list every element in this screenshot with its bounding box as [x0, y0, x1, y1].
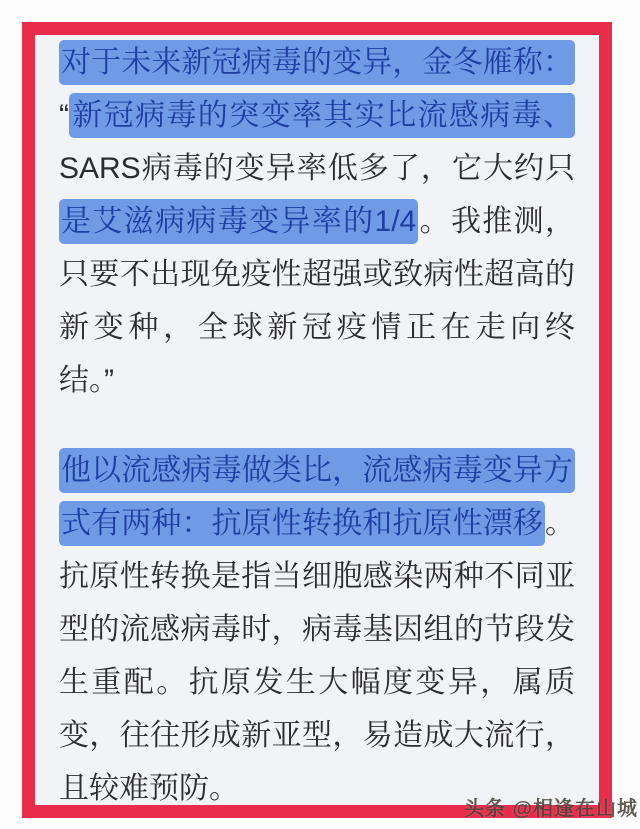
watermark: [464, 792, 638, 821]
text-line: [59, 444, 575, 497]
text-segment: 。我推测，: [418, 205, 575, 238]
text-segment: 结。”: [59, 364, 114, 397]
text-segment: 。: [545, 507, 575, 540]
highlighted-text-segment: 对于未来新冠病毒的变异，金冬雁称：: [59, 40, 575, 85]
article-content: [35, 35, 599, 815]
text-line: [59, 550, 575, 603]
highlighted-text-segment: 是艾滋病病毒变异率的1/4: [59, 199, 418, 244]
text-segment: “: [59, 99, 69, 132]
highlighted-text-segment: 式有两种：抗原性转换和抗原性漂移: [59, 501, 545, 546]
text-line: [59, 89, 575, 142]
highlighted-text-segment: 他以流感病毒做类比，流感病毒变异方: [59, 448, 575, 493]
paragraph: [59, 444, 575, 815]
text-segment: 只要不出现免疫性超强或致病性超高的: [59, 258, 575, 291]
article-red-frame: [22, 22, 612, 818]
text-line: [59, 709, 575, 762]
text-line: [59, 656, 575, 709]
text-line: [59, 354, 575, 407]
text-line: [59, 301, 575, 354]
text-segment: SARS病毒的变异率低多了，它大约只: [59, 152, 575, 185]
text-line: [59, 603, 575, 656]
text-segment: 生重配。抗原发生大幅度变异，属质: [59, 666, 575, 699]
text-line: [59, 142, 575, 195]
text-line: [59, 195, 575, 248]
text-segment: 抗原性转换是指当细胞感染两种不同亚: [59, 560, 575, 593]
text-segment: 新变种，全球新冠疫情正在走向终: [59, 311, 575, 344]
text-segment: 且较难预防。: [59, 772, 239, 805]
watermark-text: 头条 @相逢在山城: [463, 798, 638, 820]
text-segment: 变，往往形成新亚型，易造成大流行，: [59, 719, 575, 752]
text-line: [59, 36, 575, 89]
paragraph: [59, 36, 575, 407]
text-segment: 型的流感病毒时，病毒基因组的节段发: [59, 613, 575, 646]
highlighted-text-segment: 新冠病毒的突变率其实比流感病毒、: [69, 93, 575, 138]
text-line: [59, 248, 575, 301]
text-line: [59, 497, 575, 550]
